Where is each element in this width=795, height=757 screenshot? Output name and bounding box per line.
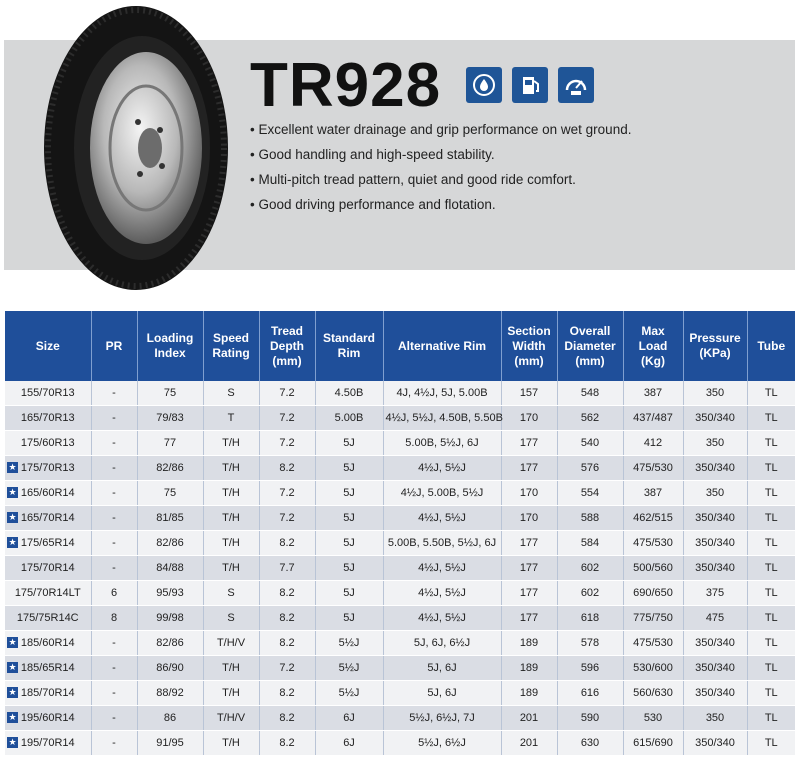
table-cell: 170: [501, 481, 557, 506]
table-cell: TL: [747, 556, 795, 581]
table-cell: 616: [557, 681, 623, 706]
table-cell: 350/340: [683, 681, 747, 706]
table-cell: 5J: [315, 581, 383, 606]
table-cell: T/H: [203, 456, 259, 481]
table-cell: TL: [747, 581, 795, 606]
table-cell: 177: [501, 556, 557, 581]
header-loading-index: Loading Index: [137, 311, 203, 381]
table-cell: 4½J, 5½J: [383, 581, 501, 606]
table-cell: T/H/V: [203, 631, 259, 656]
table-cell: TL: [747, 681, 795, 706]
table-cell: TL: [747, 481, 795, 506]
new-size-star-icon: ★: [8, 687, 17, 697]
header-overall-diameter: Overall Diameter (mm): [557, 311, 623, 381]
new-size-star-icon: ★: [8, 737, 17, 747]
tire-spec-table: [5, 311, 795, 756]
table-row: [5, 706, 795, 731]
size-value: 175/70R14: [20, 562, 75, 574]
table-cell: 7.2: [259, 406, 315, 431]
new-size-star-icon: ★: [8, 662, 17, 672]
table-cell: -: [91, 506, 137, 531]
table-cell: 500/560: [623, 556, 683, 581]
size-cell: [5, 531, 91, 556]
table-cell: -: [91, 431, 137, 456]
table-cell: 99/98: [137, 606, 203, 631]
table-cell: 387: [623, 481, 683, 506]
table-row: [5, 731, 795, 756]
table-header-row: [5, 311, 795, 381]
table-cell: 177: [501, 531, 557, 556]
wet-grip-icon: [466, 67, 502, 103]
table-cell: 7.2: [259, 381, 315, 406]
table-cell: TL: [747, 506, 795, 531]
size-value: 155/70R13: [20, 387, 75, 399]
table-cell: 82/86: [137, 631, 203, 656]
table-cell: T: [203, 406, 259, 431]
table-cell: T/H: [203, 531, 259, 556]
size-value: 165/70R13: [20, 412, 75, 424]
table-row: [5, 656, 795, 681]
table-cell: 540: [557, 431, 623, 456]
table-cell: 170: [501, 406, 557, 431]
size-cell: [5, 581, 91, 606]
size-value: 185/60R14: [20, 637, 75, 649]
table-row: [5, 681, 795, 706]
table-cell: 8.2: [259, 631, 315, 656]
table-cell: 5½J, 6½J: [383, 731, 501, 756]
size-cell: [5, 381, 91, 406]
feature-list: [250, 122, 631, 222]
size-cell: [5, 606, 91, 631]
table-cell: 618: [557, 606, 623, 631]
table-cell: 189: [501, 656, 557, 681]
table-cell: 177: [501, 581, 557, 606]
table-cell: 5.00B, 5½J, 6J: [383, 431, 501, 456]
new-size-star-icon: ★: [8, 512, 17, 522]
table-cell: 8.2: [259, 606, 315, 631]
feature-icons: [466, 67, 594, 103]
size-cell: [5, 406, 91, 431]
table-cell: 475/530: [623, 531, 683, 556]
speedometer-icon: [558, 67, 594, 103]
feature-item: • Good handling and high-speed stability.: [250, 147, 631, 172]
table-cell: 157: [501, 381, 557, 406]
header-pressure: Pressure (KPa): [683, 311, 747, 381]
table-cell: 8.2: [259, 531, 315, 556]
table-cell: -: [91, 681, 137, 706]
table-cell: 201: [501, 706, 557, 731]
table-cell: 177: [501, 431, 557, 456]
size-cell: [5, 656, 91, 681]
table-cell: 82/86: [137, 456, 203, 481]
table-cell: 7.2: [259, 656, 315, 681]
table-cell: 5.00B: [315, 406, 383, 431]
table-cell: 4½J, 5.00B, 5½J: [383, 481, 501, 506]
size-cell: [5, 506, 91, 531]
size-cell: [5, 631, 91, 656]
table-cell: 350/340: [683, 556, 747, 581]
table-cell: 602: [557, 556, 623, 581]
table-row: [5, 556, 795, 581]
table-cell: 596: [557, 656, 623, 681]
table-cell: -: [91, 531, 137, 556]
table-cell: 350: [683, 706, 747, 731]
table-cell: TL: [747, 456, 795, 481]
size-cell: [5, 556, 91, 581]
table-cell: T/H: [203, 731, 259, 756]
table-cell: T/H: [203, 656, 259, 681]
table-cell: 177: [501, 456, 557, 481]
table-cell: T/H: [203, 431, 259, 456]
table-cell: 588: [557, 506, 623, 531]
table-cell: 5J: [315, 531, 383, 556]
size-value: 195/60R14: [20, 712, 75, 724]
table-cell: 602: [557, 581, 623, 606]
size-cell: [5, 456, 91, 481]
table-cell: T/H: [203, 556, 259, 581]
table-cell: 5J: [315, 431, 383, 456]
table-cell: T/H/V: [203, 706, 259, 731]
table-row: [5, 581, 795, 606]
table-cell: 82/86: [137, 531, 203, 556]
size-value: 195/70R14: [20, 737, 75, 749]
table-cell: 350/340: [683, 631, 747, 656]
table-cell: 8: [91, 606, 137, 631]
table-cell: TL: [747, 406, 795, 431]
table-body: [5, 381, 795, 756]
table-cell: 615/690: [623, 731, 683, 756]
table-cell: 5½J: [315, 681, 383, 706]
table-cell: 5J, 6J: [383, 656, 501, 681]
table-cell: 475/530: [623, 456, 683, 481]
table-cell: 8.2: [259, 456, 315, 481]
table-cell: 4½J, 5½J: [383, 456, 501, 481]
header-standard-rim: Standard Rim: [315, 311, 383, 381]
table-cell: T/H: [203, 681, 259, 706]
table-cell: 350/340: [683, 506, 747, 531]
size-value: 165/60R14: [20, 487, 75, 499]
table-row: [5, 506, 795, 531]
table-cell: S: [203, 381, 259, 406]
table-cell: 6J: [315, 706, 383, 731]
size-value: 175/75R14C: [16, 612, 79, 624]
table-cell: TL: [747, 731, 795, 756]
table-cell: TL: [747, 631, 795, 656]
size-value: 175/70R14LT: [14, 587, 81, 599]
table-cell: 437/487: [623, 406, 683, 431]
header-alternative-rim: Alternative Rim: [383, 311, 501, 381]
table-cell: 95/93: [137, 581, 203, 606]
table-cell: -: [91, 731, 137, 756]
table-cell: T/H: [203, 481, 259, 506]
table-cell: 554: [557, 481, 623, 506]
table-cell: 8.2: [259, 581, 315, 606]
table-cell: 375: [683, 581, 747, 606]
table-cell: 79/83: [137, 406, 203, 431]
table-cell: 75: [137, 381, 203, 406]
table-cell: 8.2: [259, 706, 315, 731]
table-cell: TL: [747, 706, 795, 731]
table-cell: 5J: [315, 606, 383, 631]
table-cell: TL: [747, 606, 795, 631]
size-cell: [5, 431, 91, 456]
table-cell: 75: [137, 481, 203, 506]
size-value: 165/70R14: [20, 512, 75, 524]
header-size: Size: [5, 311, 91, 381]
table-cell: 562: [557, 406, 623, 431]
table-cell: TL: [747, 656, 795, 681]
table-cell: 350/340: [683, 731, 747, 756]
table-cell: 590: [557, 706, 623, 731]
table-cell: 690/650: [623, 581, 683, 606]
table-cell: -: [91, 481, 137, 506]
table-cell: -: [91, 381, 137, 406]
feature-item: • Multi-pitch tread pattern, quiet and good ride comfort.: [250, 172, 631, 197]
table-cell: 475/530: [623, 631, 683, 656]
size-cell: [5, 731, 91, 756]
size-value: 175/70R13: [20, 462, 75, 474]
table-cell: 7.7: [259, 556, 315, 581]
table-cell: 5J: [315, 506, 383, 531]
table-cell: 560/630: [623, 681, 683, 706]
table-cell: 8.2: [259, 731, 315, 756]
table-cell: TL: [747, 381, 795, 406]
table-cell: 5J: [315, 456, 383, 481]
table-cell: 462/515: [623, 506, 683, 531]
table-cell: 350: [683, 481, 747, 506]
table-cell: 88/92: [137, 681, 203, 706]
table-cell: 86/90: [137, 656, 203, 681]
table-cell: 5J: [315, 556, 383, 581]
table-cell: -: [91, 406, 137, 431]
table-cell: 4½J, 5½J: [383, 606, 501, 631]
size-value: 185/65R14: [20, 662, 75, 674]
table-cell: 86: [137, 706, 203, 731]
table-cell: 189: [501, 681, 557, 706]
table-row: [5, 431, 795, 456]
size-value: 185/70R14: [20, 687, 75, 699]
table-cell: 530/600: [623, 656, 683, 681]
table-cell: 170: [501, 506, 557, 531]
table-row: [5, 631, 795, 656]
header-max-load: Max Load (Kg): [623, 311, 683, 381]
table-cell: 530: [623, 706, 683, 731]
table-cell: 4½J, 5½J, 4.50B, 5.50B: [383, 406, 501, 431]
table-cell: 91/95: [137, 731, 203, 756]
table-cell: -: [91, 631, 137, 656]
table-cell: 7.2: [259, 506, 315, 531]
table-cell: S: [203, 581, 259, 606]
table-cell: 350: [683, 381, 747, 406]
header-tread-depth: Tread Depth (mm): [259, 311, 315, 381]
product-title: TR928: [250, 51, 442, 120]
feature-item: • Good driving performance and flotation.: [250, 197, 631, 222]
table-cell: 4.50B: [315, 381, 383, 406]
feature-item: • Excellent water drainage and grip performance on wet ground.: [250, 122, 631, 147]
table-cell: S: [203, 606, 259, 631]
header-section-width: Section Width (mm): [501, 311, 557, 381]
table-cell: 475: [683, 606, 747, 631]
table-cell: 7.2: [259, 431, 315, 456]
table-cell: -: [91, 556, 137, 581]
table-cell: 6J: [315, 731, 383, 756]
size-value: 175/65R14: [20, 537, 75, 549]
header-tube: Tube: [747, 311, 795, 381]
table-cell: 5½J: [315, 631, 383, 656]
table-cell: -: [91, 656, 137, 681]
new-size-star-icon: ★: [8, 537, 17, 547]
table-cell: 6: [91, 581, 137, 606]
table-cell: TL: [747, 431, 795, 456]
size-cell: [5, 706, 91, 731]
table-cell: 350/340: [683, 406, 747, 431]
table-cell: 775/750: [623, 606, 683, 631]
table-row: [5, 531, 795, 556]
table-cell: 350/340: [683, 656, 747, 681]
header-pr: PR: [91, 311, 137, 381]
table-cell: 4J, 4½J, 5J, 5.00B: [383, 381, 501, 406]
tire-image: [38, 2, 234, 294]
size-value: 175/60R13: [20, 437, 75, 449]
table-cell: 81/85: [137, 506, 203, 531]
table-cell: 548: [557, 381, 623, 406]
size-cell: [5, 481, 91, 506]
table-cell: 5J, 6J: [383, 681, 501, 706]
table-cell: TL: [747, 531, 795, 556]
table-cell: 4½J, 5½J: [383, 506, 501, 531]
table-row: [5, 456, 795, 481]
table-cell: 5J: [315, 481, 383, 506]
table-cell: 7.2: [259, 481, 315, 506]
table-cell: 189: [501, 631, 557, 656]
table-cell: 201: [501, 731, 557, 756]
table-cell: 8.2: [259, 681, 315, 706]
table-cell: -: [91, 456, 137, 481]
table-cell: 578: [557, 631, 623, 656]
new-size-star-icon: ★: [8, 462, 17, 472]
table-cell: 4½J, 5½J: [383, 556, 501, 581]
table-cell: 5J, 6J, 6½J: [383, 631, 501, 656]
new-size-star-icon: ★: [8, 712, 17, 722]
table-row: [5, 406, 795, 431]
table-cell: 584: [557, 531, 623, 556]
table-cell: 350/340: [683, 531, 747, 556]
table-cell: 84/88: [137, 556, 203, 581]
table-cell: 5½J: [315, 656, 383, 681]
header-speed-rating: Speed Rating: [203, 311, 259, 381]
table-row: [5, 481, 795, 506]
table-cell: 5½J, 6½J, 7J: [383, 706, 501, 731]
table-cell: 576: [557, 456, 623, 481]
table-row: [5, 606, 795, 631]
table-row: [5, 381, 795, 406]
table-cell: 350: [683, 431, 747, 456]
table-cell: 77: [137, 431, 203, 456]
table-cell: 387: [623, 381, 683, 406]
table-cell: -: [91, 706, 137, 731]
table-cell: T/H: [203, 506, 259, 531]
new-size-star-icon: ★: [8, 637, 17, 647]
new-size-star-icon: ★: [8, 487, 17, 497]
size-cell: [5, 681, 91, 706]
fuel-efficiency-icon: [512, 67, 548, 103]
table-cell: 630: [557, 731, 623, 756]
table-cell: 177: [501, 606, 557, 631]
table-cell: 5.00B, 5.50B, 5½J, 6J: [383, 531, 501, 556]
table-cell: 350/340: [683, 456, 747, 481]
table-cell: 412: [623, 431, 683, 456]
